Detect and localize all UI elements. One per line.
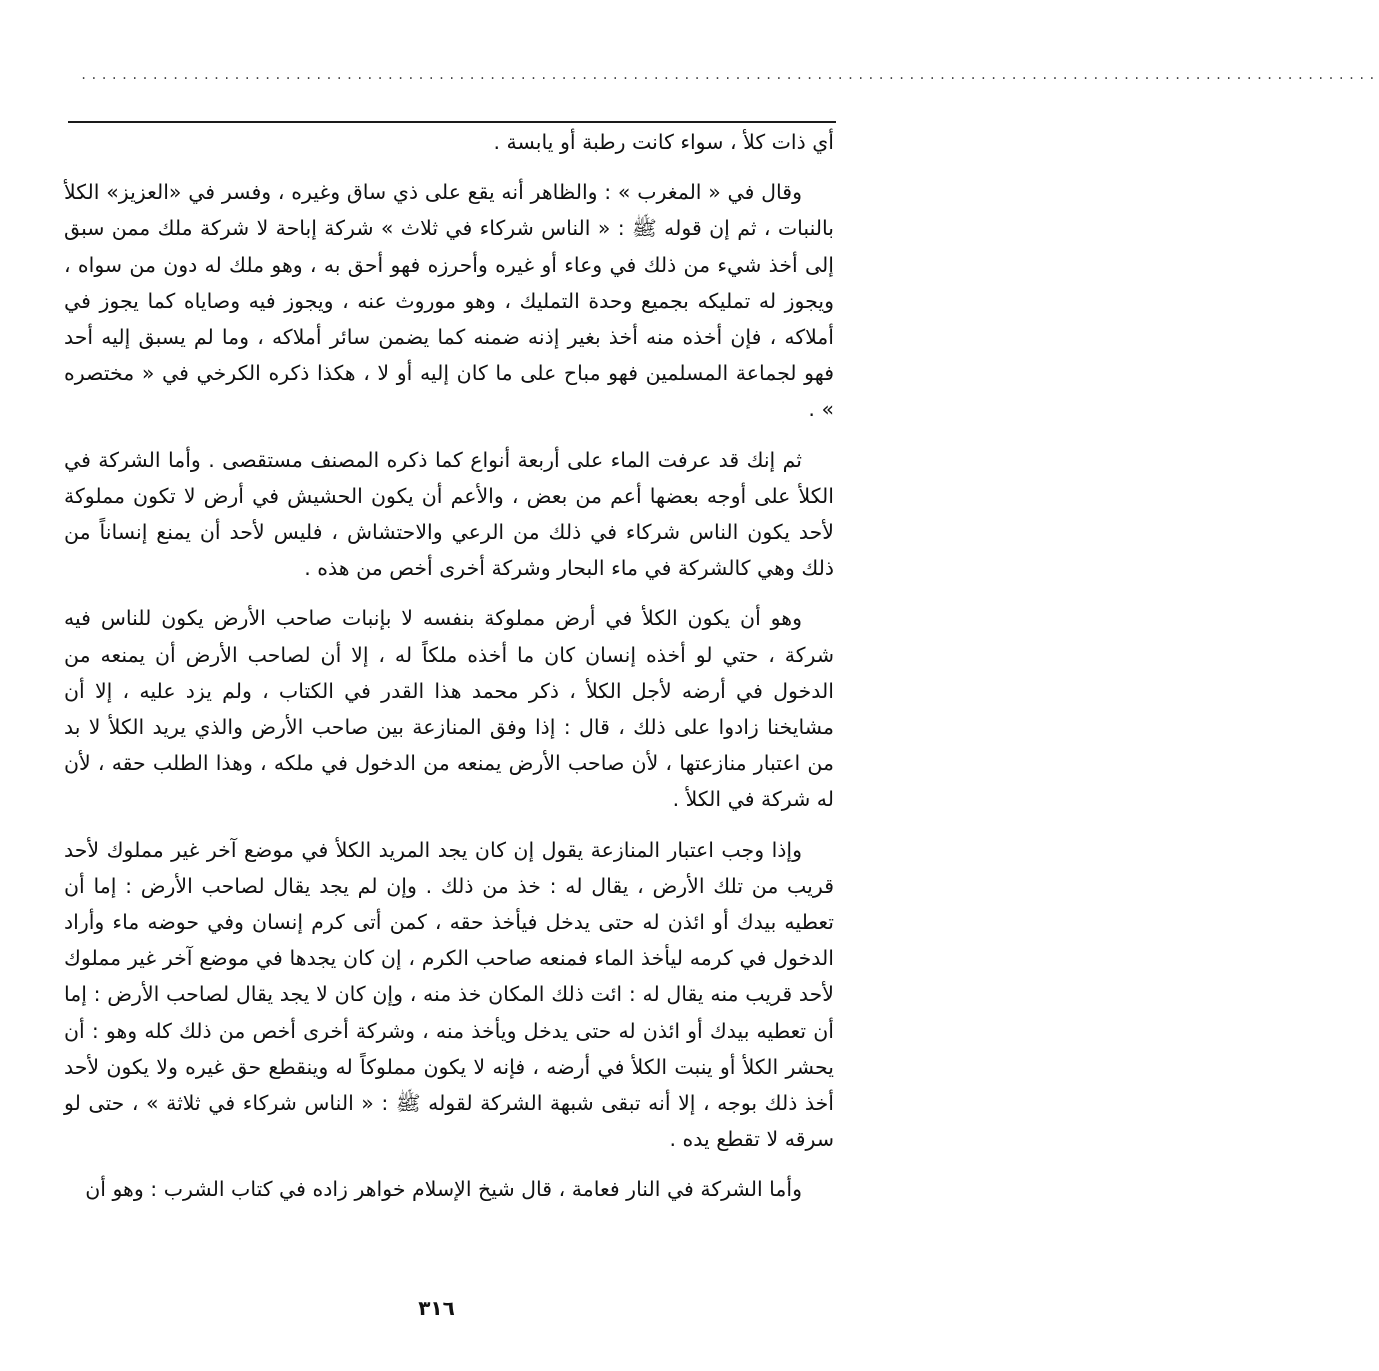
- page-number: ٣١٦: [418, 1296, 455, 1320]
- paragraph-5: وإذا وجب اعتبار المنازعة يقول إن كان يجد المريد الكلأ في موضع آخر غير مملوك لأحد قريب من تلك الأرض ، يقال له : خذ من ذلك . وإن لم يجد يقال لصاحب الأرض : إما أن تعطيه بيدك أو ائذن له حتى يدخل فيأخذ حقه ، كمن أتى كرم إنسان وفي حوضه ماء وأراد الدخول في كرمه ليأخذ الماء فمنعه صاحب الكرم ، إن كان يجدها في موضع آخر غير مملوك لأحد قريب منه يقال له : ائت ذلك المكان خذ منه ، وإن كان لا يجد يقال لصاحب الأرض : إما أن تعطيه بيدك أو ائذن له حتى يدخل ويأخذ منه ، وشركة أخرى أخص من ذلك كله وهو : أن يحشر الكلأ أو ينبت الكلأ في أرضه ، فإنه لا يكون مملوكاً له وينقطع حق غيره ولا يكون لأحد أخذ ذلك بوجه ، إلا أنه تبقى شبهة الشركة لقوله ﷺ : « الناس شركاء في ثلاثة » ، حتى لو سرقه لا تقطع يده .: [64, 837, 834, 1152]
- paragraph-4: وهو أن يكون الكلأ في أرض مملوكة بنفسه لا بإنبات صاحب الأرض يكون للناس فيه شركة ، حتي لو أخذه إنسان كان ما أخذه ملكاً له ، إلا أن لصاحب الأرض أن يمنعه من الدخول في أرضه لأجل الكلأ ، ذكر محمد هذا القدر في الكتاب ، ولم يزد عليه ، إلا أن مشايخنا زادوا على ذلك ، قال : إذا وفق المنازعة بين صاحب الأرض والذي يريد الكلأ لا بد من اعتبار منازعتها ، لأن صاحب الأرض يمنعه من الدخول في ملكه ، وهذا الطلب حقه ، لأن له شركة في الكلأ .: [64, 606, 834, 812]
- header-dotted-line: ...............................................................................................................................: [80, 68, 1379, 82]
- paragraph-6: وأما الشركة في النار فعامة ، قال شيخ الإسلام خواهر زاده في كتاب الشرب : وهو أن: [85, 1177, 802, 1202]
- header-rule: [68, 121, 836, 123]
- paragraph-2: وقال في « المغرب » : والظاهر أنه يقع على ذي ساق وغيره ، وفسر في «العزيز» الكلأ بالنبات ، ثم إن قوله ﷺ : « الناس شركاء في ثلاث » شركة إباحة لا شركة ملك ممن سبق إلى أخذ شيء من ذلك في وعاء أو غيره وأحرزه فهو أحق به ، وهو ملك له دون من سواه ، ويجوز له تمليكه بجميع وحدة التمليك ، وهو موروث عنه ، ويجوز فيه وصاياه كما يجوز في أملاكه ، فإن أخذه منه أخذ بغير إذنه ضمنه كما يضمن سائر أملاكه ، وما لم يسبق إليه أحد فهو لجماعة المسلمين فهو مباح على ما كان إليه أو لا ، هكذا ذكره الكرخي في « مختصره » .: [64, 180, 834, 422]
- paragraph-3: ثم إنك قد عرفت الماء على أربعة أنواع كما ذكره المصنف مستقصى . وأما الشركة في الكلأ على أوجه بعضها أعم من بعض ، والأعم أن يكون الحشيش في أرض لا تكون مملوكة لأحد يكون الناس شركاء في ذلك من الرعي والاحتشاش ، فليس لأحد أن يمنع إنساناً من ذلك وهي كالشركة في ماء البحار وشركة أخرى أخص من هذه .: [64, 447, 834, 581]
- body-text: [64, 124, 834, 1222]
- paragraph-1: أي ذات كلأ ، سواء كانت رطبة أو يابسة .: [493, 130, 834, 154]
